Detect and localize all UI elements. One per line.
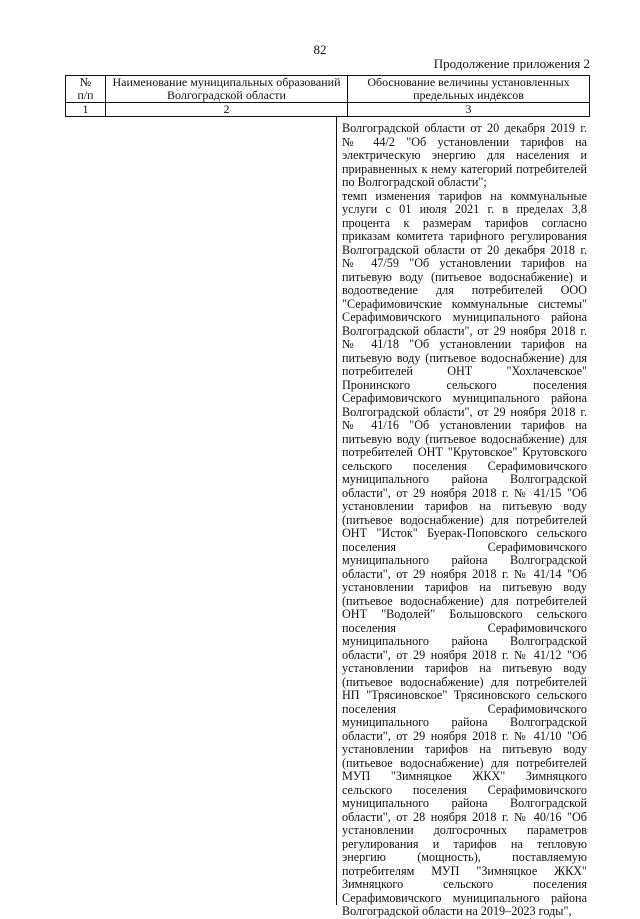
appendix-table-header xyxy=(65,75,590,117)
header-row xyxy=(66,76,590,103)
col-number-2: 2 xyxy=(106,103,348,117)
continuation-note: Продолжение приложения 2 xyxy=(433,56,590,71)
header-num: № п/п xyxy=(66,76,106,103)
header-name: Наименование муниципальных образований Волгоградской области xyxy=(106,76,348,103)
basis-text: Волгоградской области от 20 декабря 2019 г. № 44/2 "Об установлении тарифов на электрическую энергию для населения и приравненных к нему категорий потребителей по Волгоградской области"; темп изменения тарифов на коммунальные услуги с 01 июля 2021 г. в пределах 3,8 процента к размерам тарифов согласно приказам комитета тарифного регулирования Волгоградской области от 20 декабря 2018 г. № 47/59 "Об установлении тарифов на питьевую воду (питьевое водоснабжение) и водоотведение для потребителей ООО "Серафимовичские коммунальные системы" Серафимовичского муниципального района Волгоградской области", от 29 ноября 2018 г. № 41/18 "Об установлении тарифов на питьевую воду (питьевое водоснабжение) для потребителей ОНТ "Хохлачевское" Пронинского сельского поселения Серафимовичского муниципального района Волгоградской области", от 29 ноября 2018 г. № 41/16 "Об установлении тарифов на питьевую воду (питьевое водоснабжение) для потребителей ОНТ "Крутовское" Крутовского сельского поселения Серафимовичского муниципального района Волгоградской области", от 29 ноября 2018 г. № 41/15 "Об установлении тарифов на питьевую воду (питьевое водоснабжение) для потребителей ОНТ "Исток" Буерак-Поповского сельского поселения Серафимовичского муниципального района Волгоградской области", от 29 ноября 2018 г. № 41/14 "Об установлении тарифов на питьевую воду (питьевое водоснабжение) для потребителей ОНТ "Водолей" Большовского сельского поселения Серафимовичского муниципального района Волгоградской области", от 29 ноября 2018 г. № 41/12 "Об установлении тарифов на питьевую воду (питьевое водоснабжение) для потребителей НП "Трясиновское" Трясиновского сельского поселения Серафимовичского муниципального района Волгоградской области", от 29 ноября 2018 г. № 41/10 "Об установлении тарифов на питьевую воду (питьевое водоснабжение) для потребителей МУП "Зимняцкое ЖКХ" Зимняцкого сельского поселения Серафимовичского муниципального района Волгоградской области", от 28 ноября 2018 г. № 40/16 "Об установлении долгосрочных параметров регулирования и тарифов на тепловую энергию (мощность), поставляемую потребителям МУП "Зимняцкое ЖКХ" Зимняцкого сельского поселения Серафимовичского муниципального района Волгоградской области на 2019–2023 годы", xyxy=(342,121,587,918)
column-number-row xyxy=(66,103,590,117)
col-number-3: 3 xyxy=(348,103,590,117)
page-number: 82 xyxy=(313,42,327,57)
column-divider xyxy=(336,117,337,905)
col-number-1: 1 xyxy=(66,103,106,117)
header-basis: Обоснование величины установленных предельных индексов xyxy=(348,76,590,103)
